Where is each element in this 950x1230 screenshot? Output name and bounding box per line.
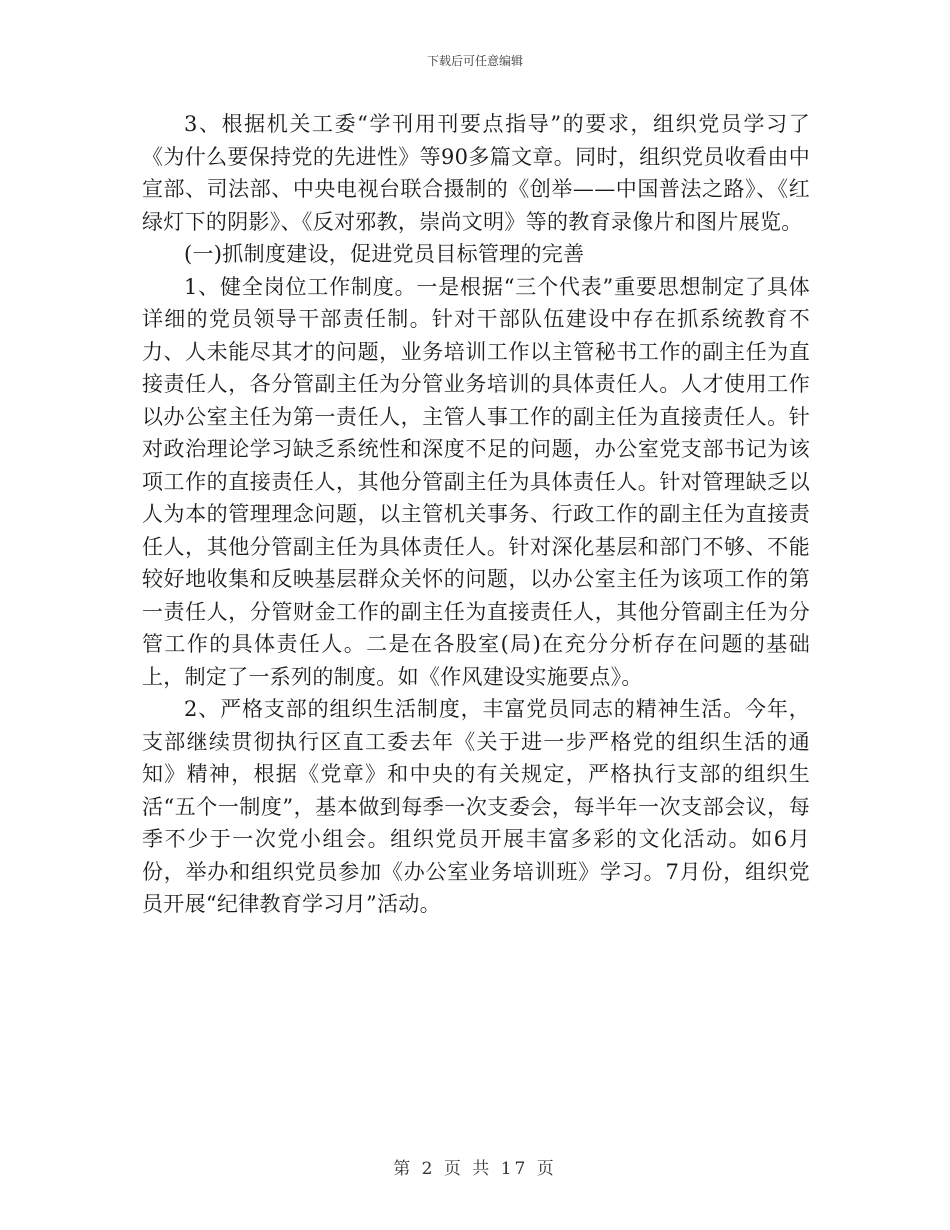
paragraph-post-system: 1、健全岗位工作制度。一是根据“三个代表”重要思想制定了具体详细的党员领导干部责任制。针对干部队伍建设中存在抓系统教育不力、人未能尽其才的问题，业务培训工作以主管秘书工作的副主任为直接责任人，各分管副主任为分管业务培训的具体责任人。人才使用工作以办公室主任为第一责任人，主管人事工作的副主任为直接责任人。针对政治理论学习缺乏系统性和深度不足的问题，办公室党支部书记为该项工作的直接责任人，其他分管副主任为具体责任人。针对管理缺乏以人为本的管理理念问题，以主管机关事务、行政工作的副主任为直接责任人，其他分管副主任为具体责任人。针对深化基层和部门不够、不能较好地收集和反映基层群众关怀的问题，以办公室主任为该项工作的第一责任人，分管财金工作的副主任为直接责任人，其他分管副主任为分管工作的具体责任人。二是在各股室(局)在充分分析存在问题的基础上，制定了一系列的制度。如《作风建设实施要点》。: [142, 274, 810, 689]
page-number-footer: 第 2 页 共 17 页: [393, 1159, 557, 1179]
paragraph-organization-life: 2、严格支部的组织生活制度，丰富党员同志的精神生活。今年，支部继续贯彻执行区直工委去年《关于进一步严格党的组织生活的通知》精神，根据《党章》和中央的有关规定，严格执行支部的组织生活“五个一制度”，基本做到每季一次支委会，每半年一次支部会议，每季不少于一次党小组会。组织党员开展丰富多彩的文化活动。如6月份，举办和组织党员参加《办公室业务培训班》学习。7月份，组织党员开展“纪律教育学习月”活动。: [142, 697, 810, 916]
document-body: [142, 108, 810, 921]
page-header-note: 下载后可任意编辑: [426, 54, 523, 68]
paragraph-study-articles: 3、根据机关工委“学刊用刊要点指导”的要求，组织党员学习了《为什么要保持党的先进性》等90多篇文章。同时，组织党员收看由中宣部、司法部、中央电视台联合摄制的《创举——中国普法之路》、《红绿灯下的阴影》、《反对邪教，崇尚文明》等的教育录像片和图片展览。: [142, 112, 810, 234]
section-heading-system-building: (一)抓制度建设，促进党员目标管理的完善: [184, 242, 585, 266]
